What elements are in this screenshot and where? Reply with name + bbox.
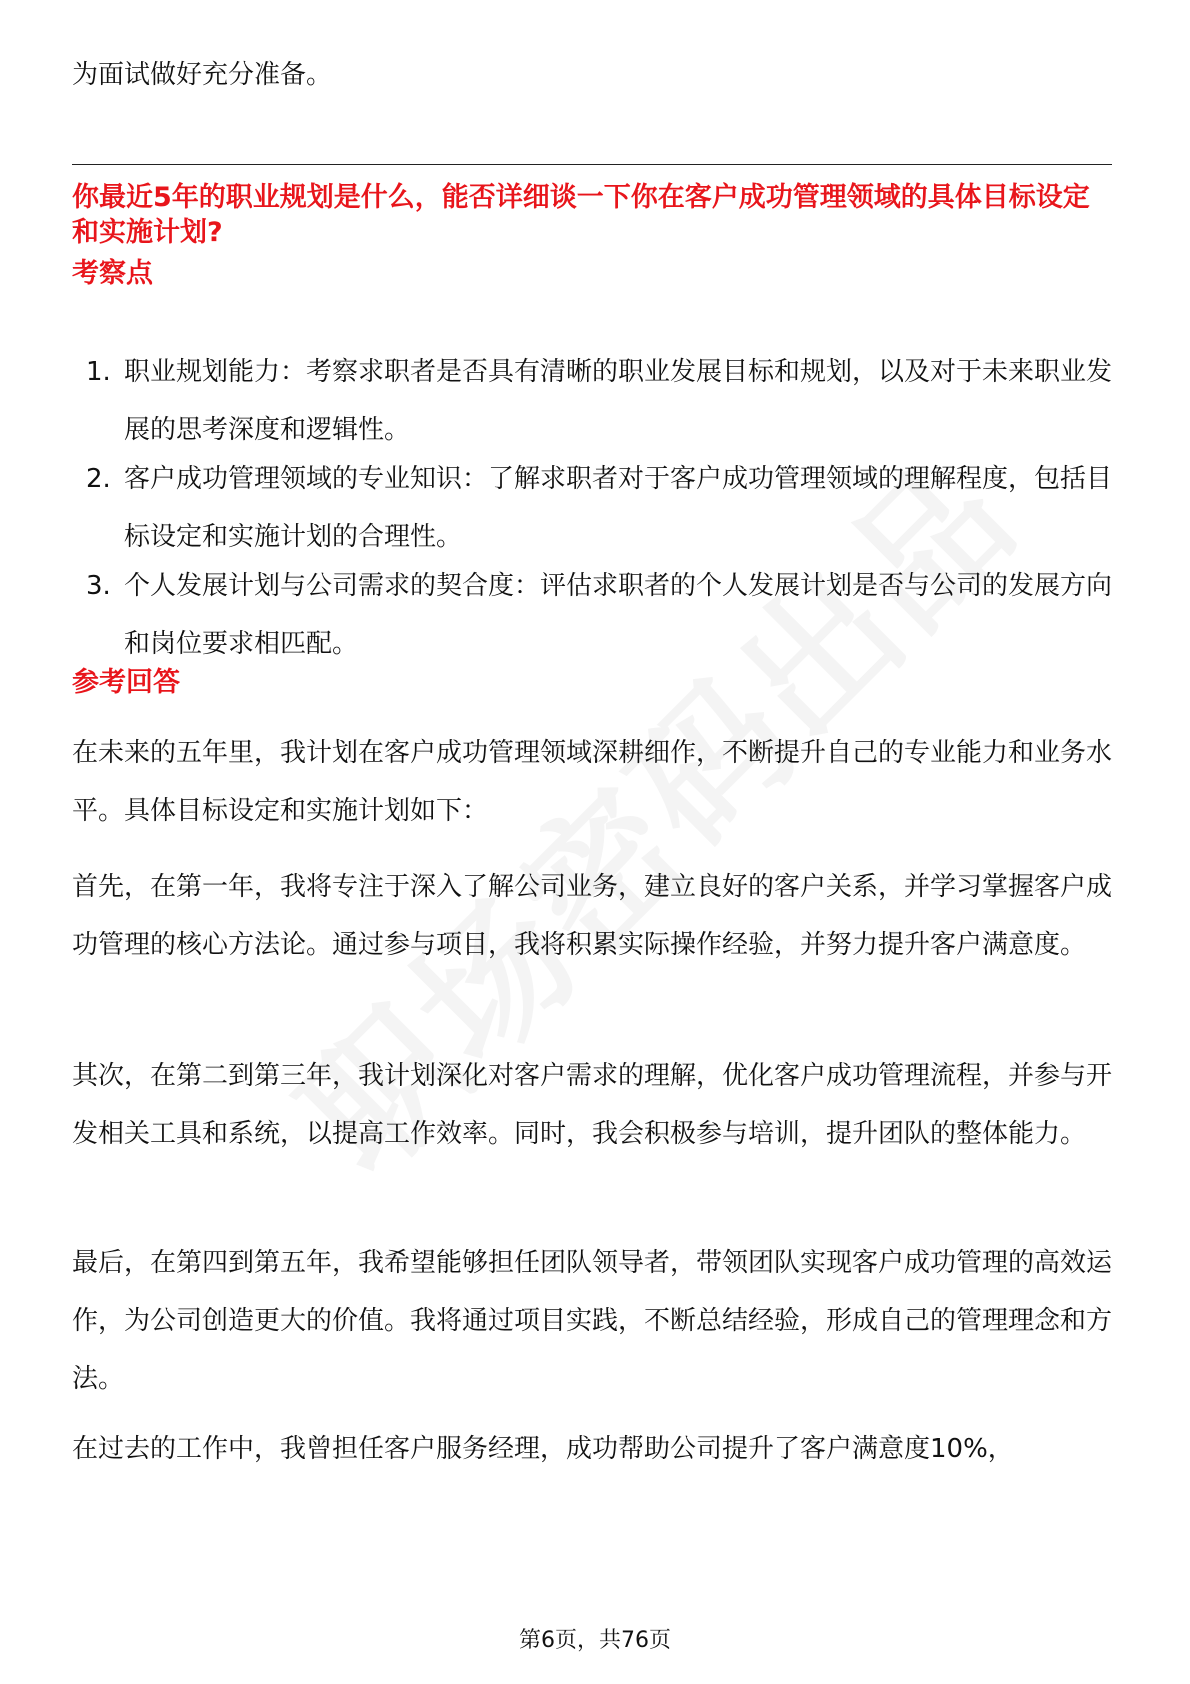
list-item bbox=[72, 450, 1112, 557]
list-number: 2. bbox=[86, 464, 111, 494]
list-number: 1. bbox=[86, 357, 111, 387]
focus-points-list bbox=[72, 343, 1112, 664]
list-number: 3. bbox=[86, 571, 111, 601]
question-title: 你最近5年的职业规划是什么，能否详细谈一下你在客户成功管理领域的具体目标设定和实施计划? bbox=[72, 182, 1090, 248]
answer-paragraph: 在未来的五年里，我计划在客户成功管理领域深耕细作，不断提升自己的专业能力和业务水平。具体目标设定和实施计划如下： bbox=[72, 738, 1113, 826]
answer-paragraph: 在过去的工作中，我曾担任客户服务经理，成功帮助公司提升了客户满意度10%， bbox=[72, 1434, 1014, 1464]
answer-paragraph: 其次，在第二到第三年，我计划深化对客户需求的理解，优化客户成功管理流程，并参与开发相关工具和系统，以提高工作效率。同时，我会积极参与培训，提升团队的整体能力。 bbox=[72, 1061, 1113, 1149]
focus-heading: 考察点 bbox=[72, 258, 153, 289]
section-divider bbox=[72, 164, 1112, 165]
list-text: 客户成功管理领域的专业知识：了解求职者对于客户成功管理领域的理解程度，包括目标设定和实施计划的合理性。 bbox=[124, 464, 1113, 552]
answer-paragraph: 首先，在第一年，我将专注于深入了解公司业务，建立良好的客户关系，并学习掌握客户成功管理的核心方法论。通过参与项目，我将积累实际操作经验，并努力提升客户满意度。 bbox=[72, 872, 1113, 960]
answer-heading: 参考回答 bbox=[72, 667, 180, 698]
document-page bbox=[72, 0, 1112, 1684]
list-item bbox=[72, 557, 1112, 664]
intro-tail-text: 为面试做好充分准备。 bbox=[72, 60, 333, 90]
list-text: 个人发展计划与公司需求的契合度：评估求职者的个人发展计划是否与公司的发展方向和岗位要求相匹配。 bbox=[124, 571, 1113, 659]
answer-paragraph: 最后，在第四到第五年，我希望能够担任团队领导者，带领团队实现客户成功管理的高效运作，为公司创造更大的价值。我将通过项目实践，不断总结经验，形成自己的管理理念和方法。 bbox=[72, 1248, 1113, 1394]
list-text: 职业规划能力：考察求职者是否具有清晰的职业发展目标和规划，以及对于未来职业发展的思考深度和逻辑性。 bbox=[124, 357, 1113, 445]
page-footer: 第6页，共76页 bbox=[519, 1628, 671, 1653]
list-item bbox=[72, 343, 1112, 450]
